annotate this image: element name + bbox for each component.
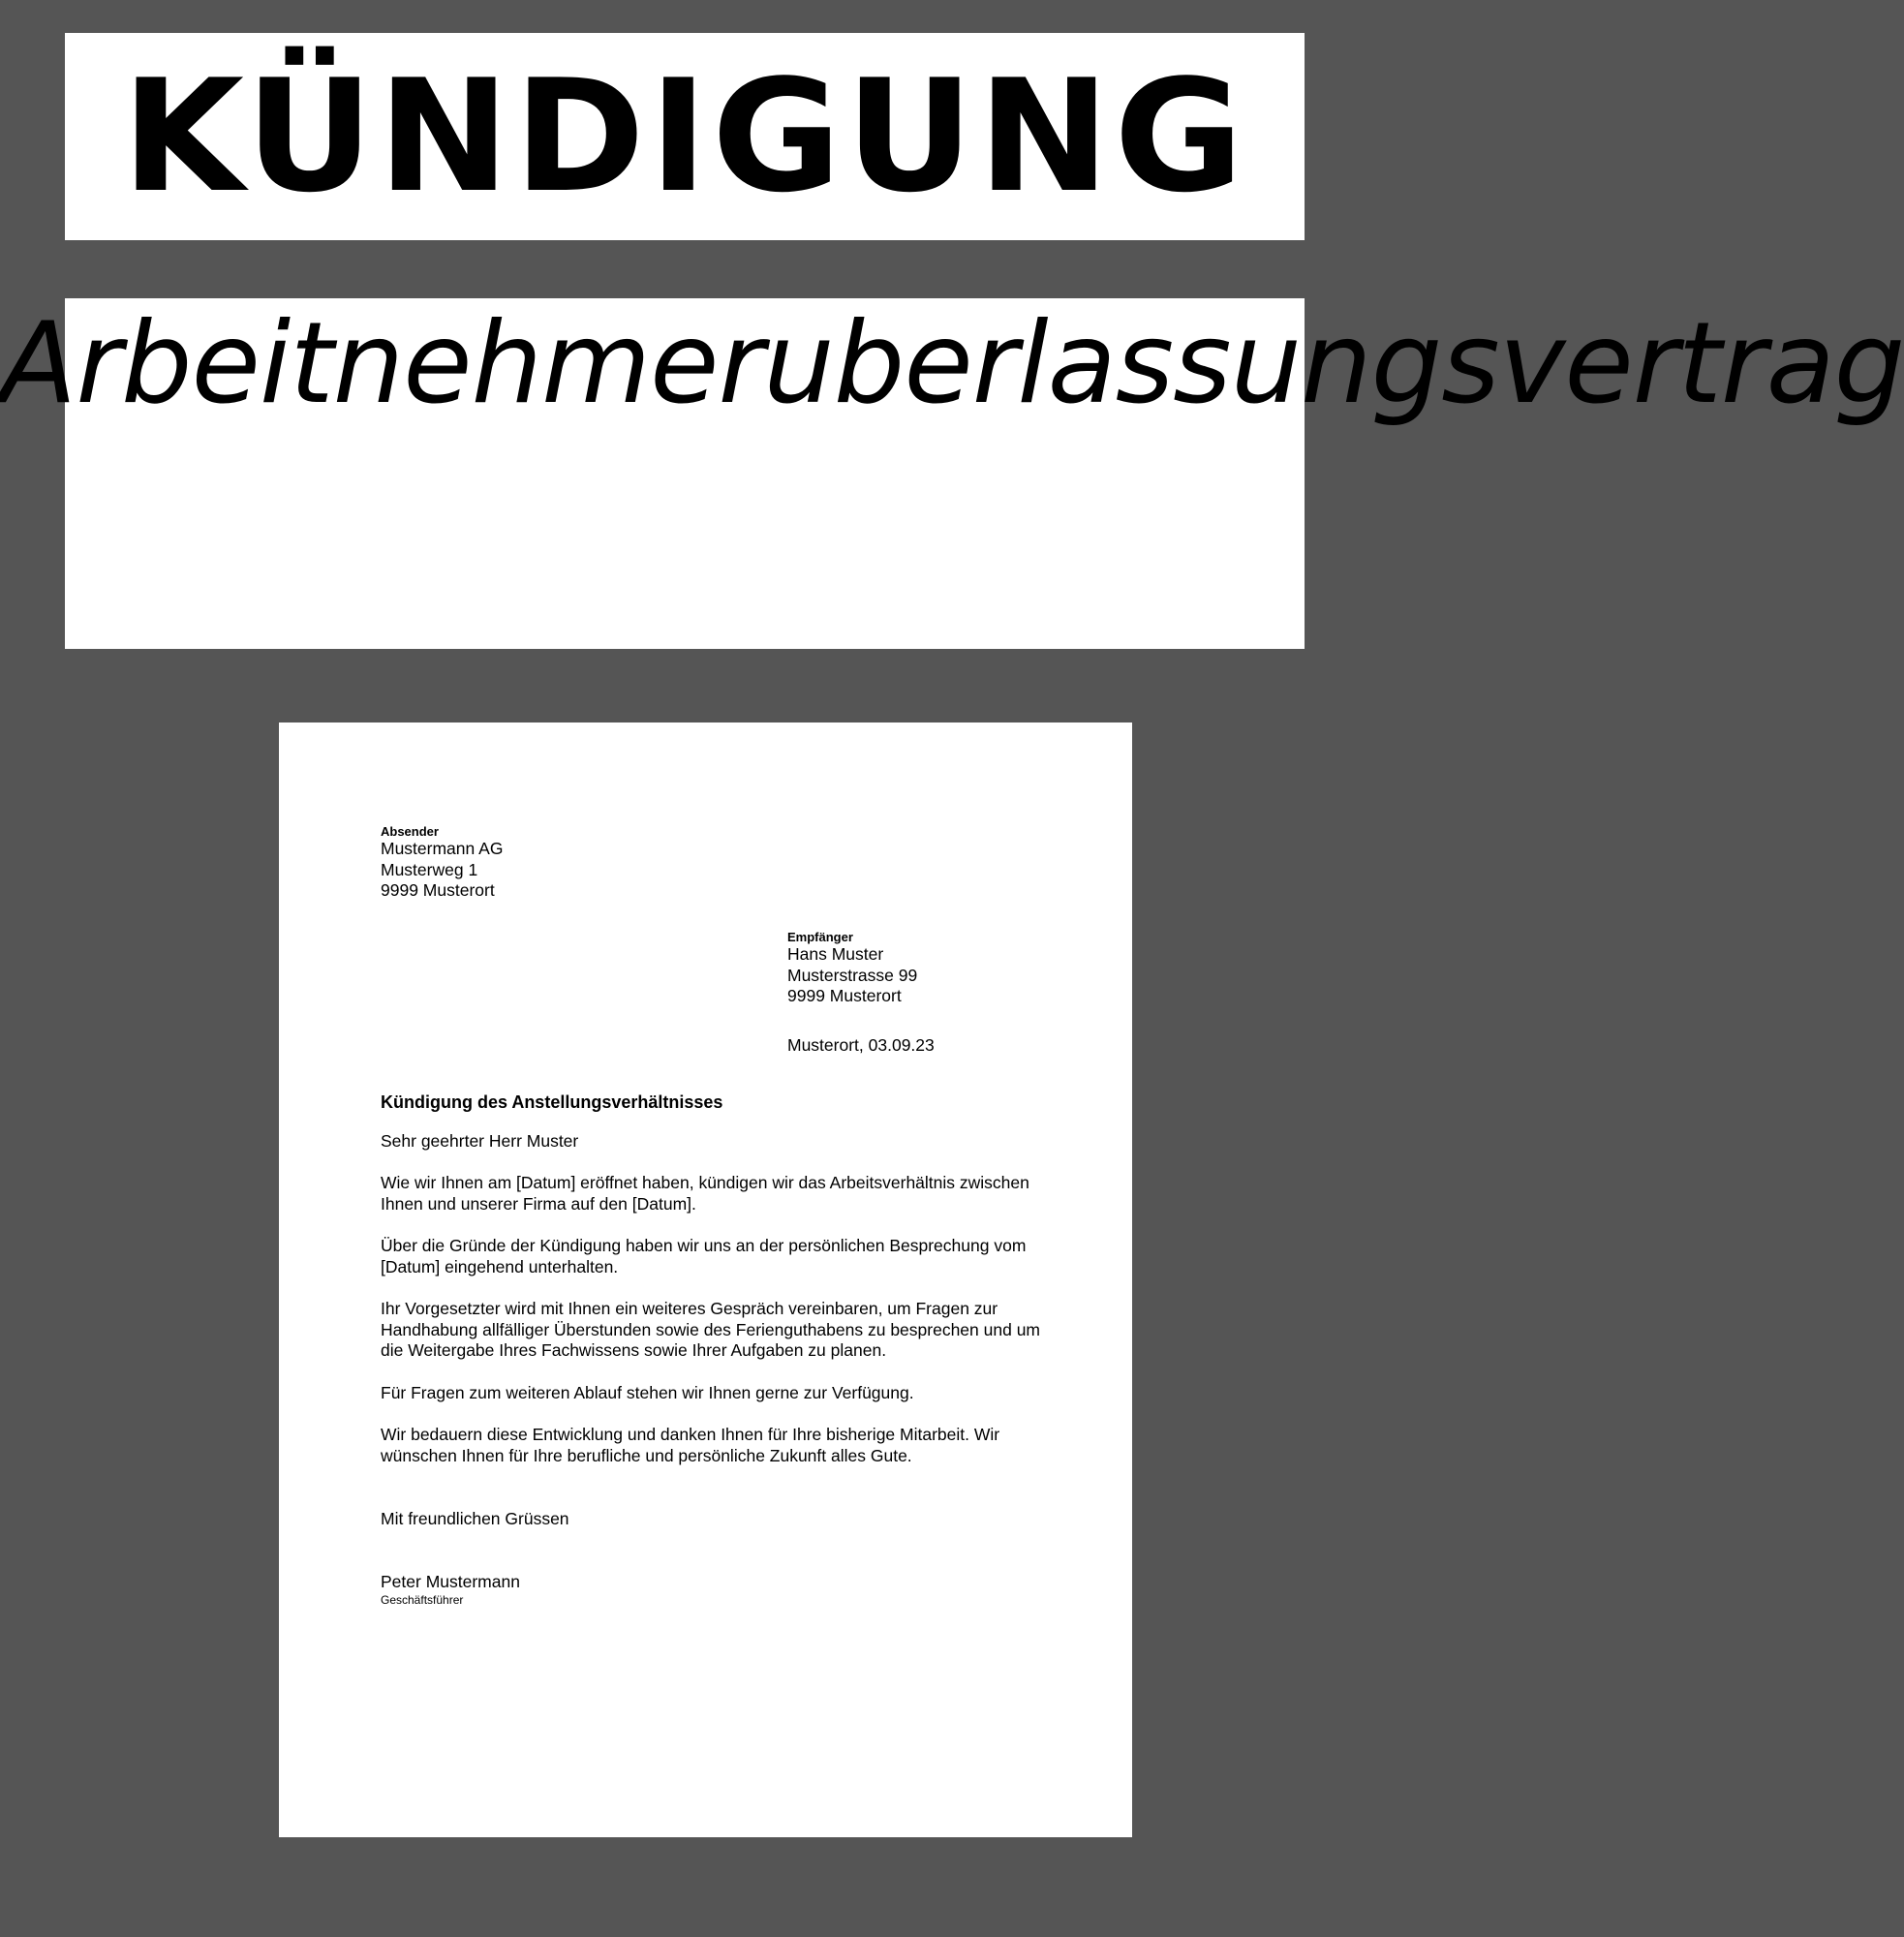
sender-line: Musterweg 1 (381, 859, 478, 879)
page-subtitle: Arbeitnehmeruberlassungsvertrag (0, 298, 1904, 429)
letter-paragraph: Für Fragen zum weiteren Ablauf stehen wir Ihnen gerne zur Verfügung. (381, 1383, 914, 1402)
letter-body (381, 723, 1132, 1837)
sender-block (381, 824, 503, 902)
sender-label: Absender (381, 824, 439, 839)
letter-page (279, 723, 1132, 1837)
signer-role: Geschäftsführer (381, 1592, 464, 1607)
sender-line: 9999 Musterort (381, 880, 495, 900)
letter-date: Musterort, 03.09.23 (787, 1035, 935, 1055)
letter-closing: Mit freundlichen Grüssen (381, 1509, 569, 1528)
signature-block (381, 1572, 520, 1607)
recipient-label: Empfänger (787, 930, 853, 944)
title-banner (65, 33, 1305, 240)
recipient-line: Hans Muster (787, 944, 884, 964)
letter-subject: Kündigung des Anstellungsverhältnisses (381, 1092, 723, 1112)
recipient-line: Musterstrasse 99 (787, 965, 918, 985)
letter-paragraph: Über die Gründe der Kündigung haben wir uns an der persönlichen Besprechung vom [Datum] eingehend unterhalten. (381, 1236, 1027, 1276)
letter-paragraph: Ihr Vorgesetzter wird mit Ihnen ein weiteres Gespräch vereinbaren, um Fragen zur Handhabung allfälliger Überstunden sowie des Ferienguthabens zu besprechen und um die Weitergabe Ihres Fachwissens sowie Ihrer Aufgaben zu planen. (381, 1299, 1041, 1360)
recipient-block (787, 930, 917, 1007)
sender-line: Mustermann AG (381, 839, 504, 858)
letter-paragraph: Wie wir Ihnen am [Datum] eröffnet haben, kündigen wir das Arbeitsverhältnis zwischen Ihnen und unserer Firma auf den [Datum]. (381, 1173, 1029, 1214)
page-title: KÜNDIGUNG (121, 46, 1248, 227)
recipient-line: 9999 Musterort (787, 986, 902, 1005)
signer-name: Peter Mustermann (381, 1572, 520, 1591)
letter-salutation: Sehr geehrter Herr Muster (381, 1131, 579, 1151)
letter-paragraph: Wir bedauern diese Entwicklung und danken Ihnen für Ihre bisherige Mitarbeit. Wir wünschen Ihnen für Ihre berufliche und persönliche Zukunft alles Gute. (381, 1425, 1000, 1465)
